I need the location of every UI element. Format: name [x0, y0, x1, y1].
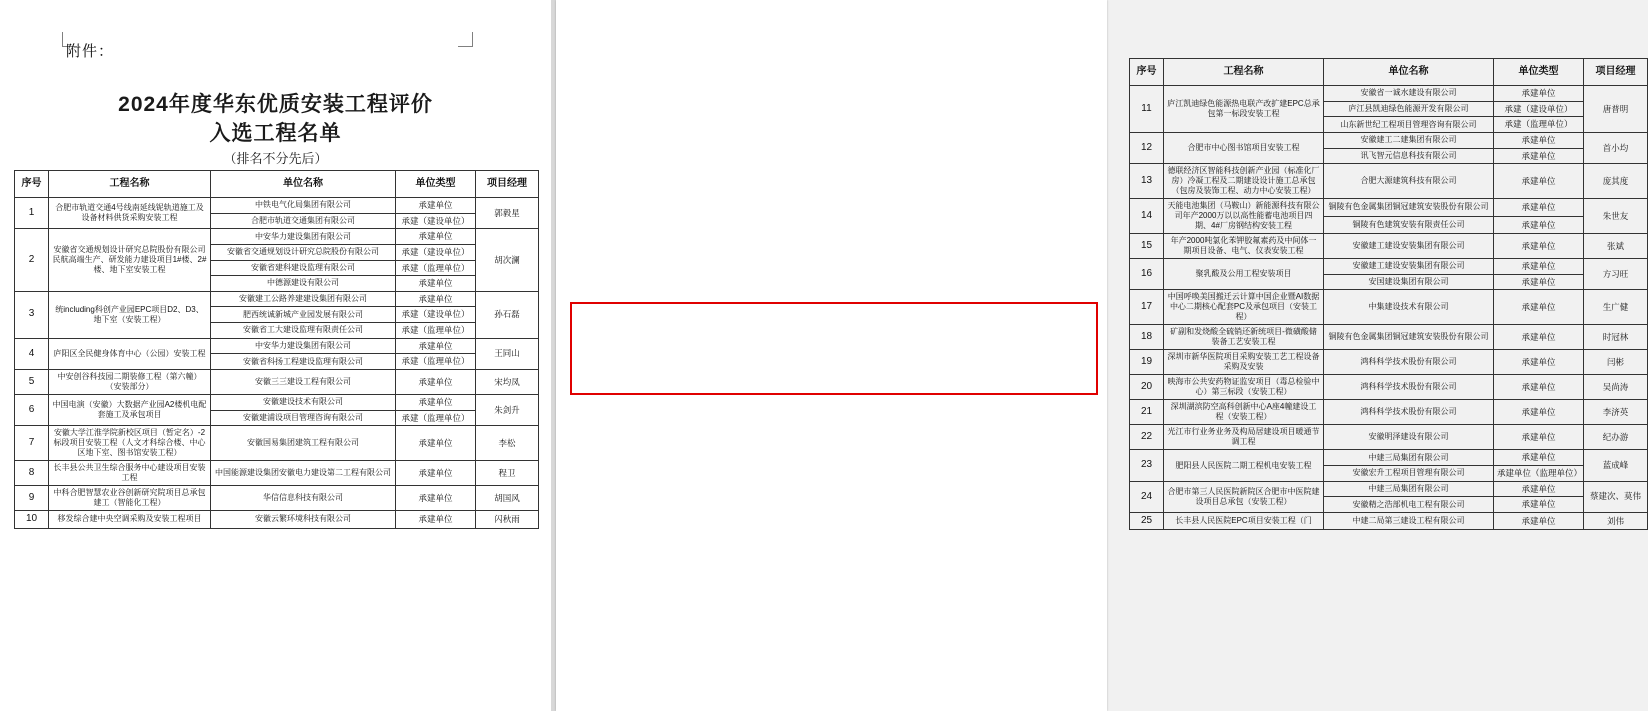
cell-project-manager: 宋均凤	[476, 369, 539, 394]
cell-project-manager: 刘伟	[1584, 512, 1648, 530]
cell-unit-name: 安徽省科扬工程建设监理有限公司	[211, 354, 396, 370]
cell-project-manager: 时冠林	[1584, 325, 1648, 350]
cell-seq: 3	[15, 291, 49, 338]
cell-seq: 7	[15, 426, 49, 461]
cell-seq: 14	[1130, 199, 1164, 234]
cell-seq: 10	[15, 511, 49, 529]
column-header-0: 序号	[1130, 59, 1164, 86]
cell-project-name: 中科合肥智慧农业谷创新研究院项目总承包建工（智能化工程）	[49, 486, 211, 511]
cell-project-name: 深圳湖滨防空高科创新中心A座4幢建设工程（安装工程）	[1164, 400, 1324, 425]
cell-unit-name: 鸿科科学技术股份有限公司	[1324, 350, 1494, 375]
cell-unit-type: 承建单位	[1494, 199, 1584, 217]
table-row	[15, 394, 539, 410]
cell-project-name: 年产2000吨氯化苯钾胶氟素药及中间体一期项目设备、电气、仪表安装工程	[1164, 234, 1324, 259]
cell-seq: 18	[1130, 325, 1164, 350]
cell-unit-type: 承建单位	[1494, 425, 1584, 450]
column-header-1: 工程名称	[49, 171, 211, 198]
cell-project-manager: 闪秋雨	[476, 511, 539, 529]
cell-seq: 5	[15, 369, 49, 394]
table-right-body	[1130, 86, 1648, 530]
cell-unit-type: 承建单位（监理单位）	[1494, 466, 1584, 482]
cell-project-name: 矿副和发烧酸全硫销还新统项目-微磺酸储装备工艺安装工程	[1164, 325, 1324, 350]
cell-seq: 11	[1130, 86, 1164, 133]
cell-project-name: 中国呼唤美国搬迁云计算中国企业暨AI数据中心二期核心配套PC及承包项目（安装工程）	[1164, 290, 1324, 325]
cell-seq: 22	[1130, 425, 1164, 450]
cell-project-manager: 闫彬	[1584, 350, 1648, 375]
cell-seq: 21	[1130, 400, 1164, 425]
cell-unit-name: 中安华力建设集团有限公司	[211, 338, 396, 354]
cell-unit-name: 中国能源建设集团安徽电力建设第二工程有限公司	[211, 461, 396, 486]
cell-project-manager: 朱剑升	[476, 394, 539, 425]
cell-unit-type: 承建（建设单位）	[396, 307, 476, 323]
cell-unit-type: 承建单位	[1494, 164, 1584, 199]
cell-seq: 12	[1130, 132, 1164, 163]
cell-unit-type: 承建单位	[1494, 400, 1584, 425]
cell-unit-type: 承建（建设单位）	[1494, 101, 1584, 117]
cell-project-manager: 朱世友	[1584, 199, 1648, 234]
cell-unit-name: 安徽建工公路养建建设集团有限公司	[211, 291, 396, 307]
cell-unit-name: 合肥大源建筑科技有限公司	[1324, 164, 1494, 199]
cell-unit-type: 承建单位	[396, 511, 476, 529]
cell-unit-name: 中德源建设有限公司	[211, 276, 396, 292]
document-title-line1: 2024年度华东优质安装工程评价	[118, 93, 433, 116]
table-header-row	[15, 171, 539, 198]
table-row	[1130, 290, 1648, 325]
table-row	[1130, 259, 1648, 275]
page-right	[556, 0, 1641, 711]
cell-project-name: 长丰县人民医院EPC项目安装工程（门	[1164, 512, 1324, 530]
table-row	[1130, 481, 1648, 497]
cell-unit-name: 安徽云繁环境科技有限公司	[211, 511, 396, 529]
table-row	[15, 198, 539, 214]
cell-unit-type: 承建单位	[1494, 512, 1584, 530]
cell-unit-type: 承建（监理单位）	[396, 323, 476, 339]
cell-seq: 17	[1130, 290, 1164, 325]
table-row	[1130, 450, 1648, 466]
table-row	[15, 486, 539, 511]
cell-project-name: 庐阳区全民健身体育中心（公园）安装工程	[49, 338, 211, 369]
cell-unit-name: 安徽明泽建设有限公司	[1324, 425, 1494, 450]
cell-seq: 24	[1130, 481, 1164, 512]
cell-unit-name: 肥西统诚新城产业园发展有限公司	[211, 307, 396, 323]
page-left	[0, 0, 551, 711]
cell-project-name: 光江市行业务业务及构局居建设项目暖通节调工程	[1164, 425, 1324, 450]
cell-seq: 8	[15, 461, 49, 486]
cell-unit-name: 安徽精之浩部机电工程有限公司	[1324, 497, 1494, 513]
cell-project-manager: 李济英	[1584, 400, 1648, 425]
table-row	[1130, 375, 1648, 400]
cell-project-name: 合肥市轨道交通4号线南延线铌轨道施工及设备材料供货采购安装工程	[49, 198, 211, 229]
column-header-3: 单位类型	[1494, 59, 1584, 86]
table-left	[14, 170, 539, 529]
cell-unit-type: 承建（监理单位）	[396, 354, 476, 370]
table-row	[15, 338, 539, 354]
cell-seq: 20	[1130, 375, 1164, 400]
cell-seq: 15	[1130, 234, 1164, 259]
cell-unit-name: 中建三局集团有限公司	[1324, 450, 1494, 466]
cell-unit-name: 安徽建工二建集团有限公司	[1324, 132, 1494, 148]
cell-unit-name: 安徽国易集团建筑工程有限公司	[211, 426, 396, 461]
cell-seq: 13	[1130, 164, 1164, 199]
cell-unit-name: 安徽建浦设项目管理咨询有限公司	[211, 410, 396, 426]
document-title-line2: 入选工程名单	[209, 122, 342, 145]
column-header-0: 序号	[15, 171, 49, 198]
table-row	[1130, 425, 1648, 450]
cell-seq: 19	[1130, 350, 1164, 375]
cell-unit-name: 合肥市轨道交通集团有限公司	[211, 213, 396, 229]
cell-project-manager: 庞其度	[1584, 164, 1648, 199]
cell-project-manager: 李松	[476, 426, 539, 461]
cell-unit-name: 安徽省工大建设监理有限责任公司	[211, 323, 396, 339]
cell-unit-name: 安徽省交通规划设计研究总院股份有限公司	[211, 244, 396, 260]
cell-project-name: 移发综合建中央空调采购及安装工程项目	[49, 511, 211, 529]
table-row	[1130, 199, 1648, 217]
column-header-2: 单位名称	[1324, 59, 1494, 86]
cell-unit-type: 承建单位	[1494, 450, 1584, 466]
cell-unit-type: 承建单位	[1494, 148, 1584, 164]
cell-seq: 9	[15, 486, 49, 511]
crop-mark-top-right	[458, 32, 473, 47]
cell-unit-type: 承建单位	[396, 338, 476, 354]
cell-project-manager: 胡国风	[476, 486, 539, 511]
table-row	[1130, 234, 1648, 259]
cell-seq: 23	[1130, 450, 1164, 481]
cell-unit-name: 铜陵有色金属集团铜冠建筑安装股份有限公司	[1324, 199, 1494, 217]
cell-project-name: 统including科创产业园EPC项目D2、D3、地下室（安装工程）	[49, 291, 211, 338]
table-header-row	[1130, 59, 1648, 86]
cell-unit-type: 承建单位	[396, 369, 476, 394]
cell-unit-type: 承建（监理单位）	[396, 410, 476, 426]
cell-unit-type: 承建（建设单位）	[396, 244, 476, 260]
table-row	[1130, 512, 1648, 530]
cell-unit-name: 安徽三三建设工程有限公司	[211, 369, 396, 394]
cell-unit-type: 承建单位	[396, 291, 476, 307]
cell-unit-type: 承建单位	[1494, 325, 1584, 350]
cell-unit-type: 承建单位	[1494, 497, 1584, 513]
cell-unit-name: 铜陵有色建筑安装有限责任公司	[1324, 216, 1494, 234]
cell-project-name: 庐江凯迪绿色能源热电联产改扩建EPC总承包第一标段安装工程	[1164, 86, 1324, 133]
cell-unit-type: 承建单位	[396, 276, 476, 292]
cell-project-name: 映海市公共安药物证监安项目（毒总检验中心）第三标段（安装工程）	[1164, 375, 1324, 400]
cell-unit-name: 安徽建设技术有限公司	[211, 394, 396, 410]
cell-unit-type: 承建单位	[1494, 481, 1584, 497]
cell-project-manager: 孙石磊	[476, 291, 539, 338]
cell-unit-name: 庐江县凯迪绿色能源开发有限公司	[1324, 101, 1494, 117]
cell-project-manager: 张斌	[1584, 234, 1648, 259]
cell-unit-name: 鸿科科学技术股份有限公司	[1324, 375, 1494, 400]
table-row	[1130, 164, 1648, 199]
cell-project-name: 合肥市中心图书馆项目安装工程	[1164, 132, 1324, 163]
cell-unit-type: 承建单位	[396, 394, 476, 410]
table-row	[15, 511, 539, 529]
cell-unit-name: 鸿科科学技术股份有限公司	[1324, 400, 1494, 425]
column-header-4: 项目经理	[1584, 59, 1648, 86]
cell-project-name: 肥阳县人民医院二期工程机电安装工程	[1164, 450, 1324, 481]
attachment-label: 附件：	[66, 43, 115, 60]
table-left-body	[15, 198, 539, 529]
cell-project-manager: 郭毅星	[476, 198, 539, 229]
table-right	[1129, 58, 1648, 530]
cell-project-name: 安徽省交通规划设计研究总院股份有限公司民航高端生产、研发能力建设项目1#楼、2#楼、地下室安装工程	[49, 229, 211, 292]
table-row	[15, 461, 539, 486]
cell-unit-type: 承建单位	[396, 426, 476, 461]
column-header-1: 工程名称	[1164, 59, 1324, 86]
cell-project-name: 德联经济区智能科技创新产业园（标准化厂房）冷凝工程及二期建设设计施工总承包（包房及装饰工程、动力中心安装工程）	[1164, 164, 1324, 199]
cell-project-manager: 蔡建次、莫伟	[1584, 481, 1648, 512]
cell-unit-type: 承建单位	[396, 461, 476, 486]
cell-unit-name: 华信信息科技有限公司	[211, 486, 396, 511]
cell-unit-type: 承建单位	[1494, 216, 1584, 234]
cell-unit-type: 承建单位	[1494, 350, 1584, 375]
cell-unit-name: 山东新世纪工程项目管理咨询有限公司	[1324, 117, 1494, 133]
cell-project-manager: 王同山	[476, 338, 539, 369]
table-row	[1130, 350, 1648, 375]
cell-project-name: 长丰县公共卫生综合服务中心建设项目安装工程	[49, 461, 211, 486]
table-row	[15, 369, 539, 394]
table-row	[1130, 400, 1648, 425]
table-row	[1130, 132, 1648, 148]
cell-unit-name: 安徽省一诚水建设有限公司	[1324, 86, 1494, 102]
cell-project-name: 合肥市第三人民医院新院区合肥市中医院建设项目总承包（安装工程）	[1164, 481, 1324, 512]
document-subtitle: （排名不分先后）	[223, 151, 328, 166]
column-header-4: 项目经理	[476, 171, 539, 198]
column-header-2: 单位名称	[211, 171, 396, 198]
cell-seq: 2	[15, 229, 49, 292]
cell-unit-name: 安国建设集团有限公司	[1324, 274, 1494, 290]
cell-unit-type: 承建单位	[1494, 86, 1584, 102]
cell-unit-name: 安徽省建科建设监理有限公司	[211, 260, 396, 276]
column-header-3: 单位类型	[396, 171, 476, 198]
table-row	[15, 291, 539, 307]
cell-unit-type: 承建单位	[396, 198, 476, 214]
cell-unit-name: 中铁电气化局集团有限公司	[211, 198, 396, 214]
cell-project-manager: 方习旺	[1584, 259, 1648, 290]
cell-project-name: 聚乳酸及公用工程安装项目	[1164, 259, 1324, 290]
cell-unit-name: 中建二局第三建设工程有限公司	[1324, 512, 1494, 530]
table-row	[15, 426, 539, 461]
table-row	[15, 229, 539, 245]
cell-seq: 1	[15, 198, 49, 229]
cell-unit-name: 中建三局集团有限公司	[1324, 481, 1494, 497]
cell-unit-type: 承建（监理单位）	[396, 260, 476, 276]
cell-unit-name: 安徽宏升工程项目管理有限公司	[1324, 466, 1494, 482]
cell-seq: 4	[15, 338, 49, 369]
cell-project-name: 深圳市新华医院项目采购安装工艺工程设备采购及安装	[1164, 350, 1324, 375]
cell-project-manager: 唐普明	[1584, 86, 1648, 133]
cell-seq: 6	[15, 394, 49, 425]
cell-unit-type: 承建（建设单位）	[396, 213, 476, 229]
cell-seq: 16	[1130, 259, 1164, 290]
cell-unit-type: 承建单位	[396, 229, 476, 245]
cell-unit-type: 承建（监理单位）	[1494, 117, 1584, 133]
cell-unit-name: 安徽建工建设安装集团有限公司	[1324, 259, 1494, 275]
cell-unit-type: 承建单位	[1494, 132, 1584, 148]
cell-unit-type: 承建单位	[1494, 259, 1584, 275]
cell-unit-name: 中安华力建设集团有限公司	[211, 229, 396, 245]
cell-unit-name: 安徽建工建设安装集团有限公司	[1324, 234, 1494, 259]
cell-project-manager: 蓝成峰	[1584, 450, 1648, 481]
cell-project-name: 安徽大学江淮学院新校区项目（暂定名）-2标段项目安装工程（人文才科综合楼、中心区地下室、图书馆安装工程）	[49, 426, 211, 461]
cell-project-name: 中安创谷科技园二期装修工程（第六幢）（安装部分）	[49, 369, 211, 394]
cell-project-manager: 胡次澜	[476, 229, 539, 292]
table-row	[1130, 325, 1648, 350]
cell-unit-name: 中集建设技术有限公司	[1324, 290, 1494, 325]
cell-seq: 25	[1130, 512, 1164, 530]
cell-project-name: 天能电池集团（马鞍山）新能源科技有限公司年产2000万以以高性能蓄电池项目四期、4#厂房钢结构安装工程	[1164, 199, 1324, 234]
cell-project-manager: 首小均	[1584, 132, 1648, 163]
cell-project-manager: 纪办游	[1584, 425, 1648, 450]
cell-unit-type: 承建单位	[1494, 274, 1584, 290]
cell-project-manager: 生广健	[1584, 290, 1648, 325]
table-row	[1130, 86, 1648, 102]
cell-unit-name: 铜陵有色金属集团铜冠建筑安装股份有限公司	[1324, 325, 1494, 350]
cell-project-manager: 吴尚涛	[1584, 375, 1648, 400]
cell-unit-type: 承建单位	[396, 486, 476, 511]
cell-unit-name: 讯飞智元信息科技有限公司	[1324, 148, 1494, 164]
cell-unit-type: 承建单位	[1494, 375, 1584, 400]
cell-project-manager: 程卫	[476, 461, 539, 486]
cell-project-name: 中国电演（安徽）大数据产业园A2楼机电配套施工及承包项目	[49, 394, 211, 425]
cell-unit-type: 承建单位	[1494, 234, 1584, 259]
cell-unit-type: 承建单位	[1494, 290, 1584, 325]
